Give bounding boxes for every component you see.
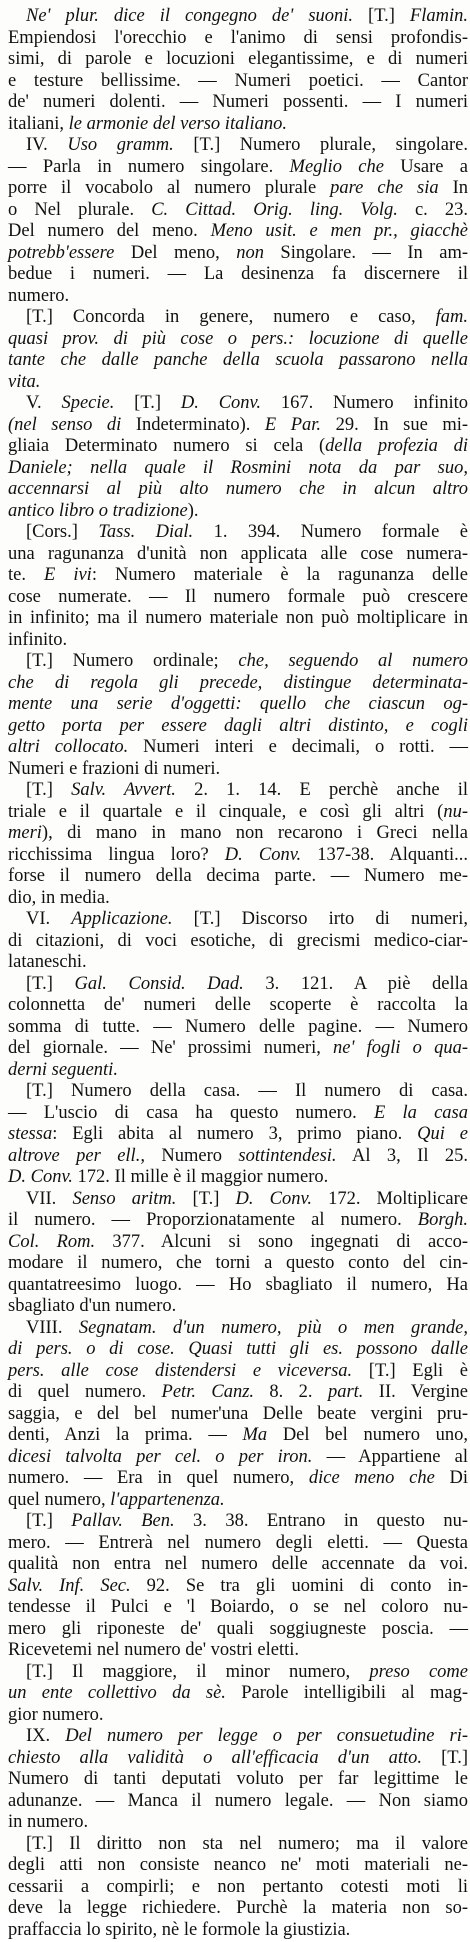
italic-segment: che di regola gli precede, distingue determinata- <box>8 672 468 693</box>
text-line <box>0 133 470 157</box>
italic-segment: della profezia di <box>325 436 468 456</box>
text-segment: [T.] Numero della casa. — Il numero di casa. <box>26 1081 468 1101</box>
text-segment: deve la legge richiedere. Purchè la materia non so- <box>8 1898 468 1918</box>
text-line <box>0 1746 470 1770</box>
text-line <box>0 26 470 50</box>
text-line <box>0 671 470 695</box>
text-line <box>0 993 470 1017</box>
text-segment: cose numerate. — Il numero formale può crescere <box>8 586 468 607</box>
italic-segment: chiesto alla validità o all'efficacia d'un atto. <box>8 1747 422 1768</box>
text-segment: [T.] Numero plurale, singolare. <box>173 135 469 155</box>
text-line <box>0 1230 470 1254</box>
text-segment: [T.] Concorda in genere, numero e caso, <box>26 307 436 327</box>
text-segment: mero gli riponeste de' quali soggiugneste poscia. — <box>8 1618 468 1639</box>
text-line <box>0 1531 470 1555</box>
text-segment: [T.] <box>26 780 72 800</box>
text-line <box>0 1359 470 1383</box>
text-line <box>0 1294 470 1318</box>
text-segment: numero. — Era in quel numero, <box>8 1468 309 1488</box>
text-line <box>0 1810 470 1834</box>
text-segment: 172. Il mille è il maggior numero. <box>72 1167 329 1187</box>
text-segment: numero. <box>8 285 70 306</box>
text-segment: [T.] <box>26 1511 72 1531</box>
italic-segment: altri collocato. <box>8 737 129 757</box>
text-line <box>0 1079 470 1103</box>
text-line <box>0 1509 470 1533</box>
text-line <box>0 1445 470 1469</box>
text-line <box>0 327 470 351</box>
italic-segment: Gal. Consid. Dad. <box>74 973 244 994</box>
italic-segment: (nel senso di <box>8 414 122 435</box>
text-line <box>0 69 470 93</box>
italic-segment: C. Cittad. Orig. ling. Volg. <box>151 199 398 220</box>
italic-segment: Senso aritm. <box>72 1188 177 1209</box>
text-segment: porre il vocabolo al numero plurale <box>8 178 331 198</box>
text-segment: Usare a <box>383 156 468 177</box>
text-line <box>0 47 470 71</box>
italic-segment: preso come <box>369 1661 468 1682</box>
text-line <box>0 1853 470 1877</box>
italic-segment: un ente collettivo da sè. <box>8 1683 226 1703</box>
italic-segment: fam. <box>435 307 468 327</box>
italic-segment: l'appartenenza. <box>110 1489 225 1510</box>
text-segment: ricchissima lingua loro? <box>8 844 225 865</box>
text-segment: [T.] Discorso irto di numeri, <box>172 909 468 929</box>
text-line <box>0 305 470 329</box>
italic-segment: accennarsi al più alto numero che in alcun altro <box>8 479 468 499</box>
text-line <box>0 434 470 458</box>
text-segment: modare il numero, che torni a questo conto del cin- <box>8 1253 468 1273</box>
text-segment: triale e il quartale e il cinquale, e così gli altri ( <box>8 801 444 822</box>
text-line <box>0 477 470 501</box>
text-line <box>0 456 470 480</box>
text-line <box>0 262 470 286</box>
text-segment: [T.] <box>368 6 410 26</box>
text-line <box>0 1036 470 1060</box>
italic-segment: Col. Rom. <box>8 1231 96 1252</box>
text-line <box>0 90 470 114</box>
text-line <box>0 1896 470 1920</box>
text-line <box>0 1574 470 1598</box>
text-segment: [T.] Numero ordinale; <box>26 651 239 671</box>
text-segment: lataneschi. <box>8 952 87 972</box>
italic-segment: pers. alle cose distendersi e viceversa. <box>8 1360 353 1381</box>
text-segment: o Nel plurale. <box>8 199 152 220</box>
text-segment: gliaia Determinato numero si cela ( <box>8 436 326 456</box>
italic-segment: Pallav. Ben. <box>71 1511 175 1531</box>
text-segment: Indeterminato). <box>121 414 265 435</box>
text-segment: — L'uscio di casa ha questo numero. <box>8 1102 374 1123</box>
text-line <box>0 585 470 609</box>
text-line <box>0 1918 470 1942</box>
italic-segment: E Par. <box>264 414 322 435</box>
text-line <box>0 391 470 415</box>
text-segment: quantatreesimo luogo. — Ho sbagliato il numero, Ha <box>8 1274 468 1295</box>
italic-segment: Applicazione. <box>71 909 173 929</box>
text-segment: somma di tutte. — Numero delle pagine. — Numero <box>8 1016 468 1037</box>
italic-segment: dicesi talvolta per cel. o per iron. <box>8 1446 313 1467</box>
text-segment: VII. <box>26 1188 73 1209</box>
text-segment: [T.] <box>176 1188 236 1209</box>
text-segment: te. <box>8 565 44 585</box>
text-line <box>0 1273 470 1297</box>
text-segment: Numero <box>144 1145 239 1166</box>
text-line <box>0 649 470 673</box>
text-segment: [T.] Il maggiore, il minor numero, <box>26 1661 370 1682</box>
italic-segment: Tass. Dial. <box>98 522 194 542</box>
italic-segment: Uso gramm. <box>67 135 174 155</box>
italic-segment: dice meno che <box>308 1468 435 1488</box>
italic-segment: non <box>236 242 264 263</box>
text-segment: V. <box>26 393 62 413</box>
text-segment: 92. Se tra gli uomini di conto in- <box>130 1575 468 1596</box>
text-segment: mero. — Entrerà nel numero degli eletti. — Questa <box>8 1532 468 1553</box>
italic-segment: E ivi <box>44 565 92 585</box>
text-segment: Empiendosi l'orecchio e l'animo di sensi profondis- <box>8 27 468 48</box>
text-line <box>0 542 470 566</box>
text-segment: IX. <box>26 1726 66 1746</box>
text-segment: 3. 121. A piè della <box>243 973 468 994</box>
italic-segment: E la casa <box>373 1102 469 1123</box>
text-line <box>0 520 470 544</box>
text-segment: Numeri e frazioni di numeri. <box>8 758 221 779</box>
text-segment: 167. Numero infinito <box>261 393 468 413</box>
text-line <box>0 284 470 308</box>
text-segment: de' numeri dolenti. — Numeri possenti. — I numeri <box>8 92 468 112</box>
text-line <box>0 370 470 394</box>
text-segment: infinito. <box>8 629 68 650</box>
text-line <box>0 1058 470 1082</box>
italic-segment: Meglio che <box>289 156 384 177</box>
text-segment: Del meno, <box>114 242 237 263</box>
text-line <box>0 1165 470 1189</box>
italic-segment: Petr. Canz. <box>161 1382 255 1402</box>
text-line <box>0 714 470 738</box>
text-segment: 2. 1. 14. E perchè anche il <box>175 780 469 800</box>
text-segment: IV. <box>26 135 68 155</box>
text-segment: [T.] <box>114 393 181 413</box>
text-segment: colonnetta de' numeri delle scoperte è raccolta la <box>8 995 468 1015</box>
text-segment: sbagliato d'un numero. <box>8 1296 177 1316</box>
italic-segment: vita. <box>8 371 41 392</box>
italic-segment: derni seguenti. <box>8 1059 118 1080</box>
text-segment: Del bel numero uno, <box>267 1425 468 1445</box>
text-line <box>0 864 470 888</box>
text-line <box>0 800 470 824</box>
text-segment: 29. In sue mi- <box>321 414 469 435</box>
text-line <box>0 1875 470 1899</box>
italic-segment: sottintendesi. <box>238 1145 337 1166</box>
text-line <box>0 1638 470 1662</box>
text-line <box>0 1380 470 1404</box>
text-line <box>0 1337 470 1361</box>
text-line <box>0 778 470 802</box>
text-line <box>0 1208 470 1232</box>
text-segment: simi, di parole e locuzioni elegantissime, e di numeri <box>8 49 468 69</box>
text-segment: : Numero materiale è la ragunanza delle <box>91 565 468 585</box>
text-line <box>0 348 470 372</box>
text-line <box>0 907 470 931</box>
text-line <box>0 1595 470 1619</box>
text-segment: tendesse il Pulci e 'l Boiardo, o se nel coloro nu- <box>8 1597 468 1617</box>
text-line <box>0 112 470 136</box>
text-line <box>0 606 470 630</box>
text-line <box>0 155 470 179</box>
text-segment: [Cors.] <box>26 522 99 542</box>
text-segment: Ricevetemi nel numero de' vostri eletti. <box>8 1640 300 1660</box>
italic-segment: Qui e <box>417 1124 469 1144</box>
text-segment: quel numero, <box>8 1489 111 1510</box>
text-line <box>0 1488 470 1512</box>
text-segment: Numero di tanti deputati voluto per far legittime le <box>8 1769 468 1789</box>
text-line <box>0 1703 470 1727</box>
text-segment: [T.] Il diritto non sta nel numero; ma il valore <box>26 1833 468 1854</box>
italic-segment: Ma <box>242 1425 268 1445</box>
text-segment: in numero. <box>8 1812 89 1832</box>
text-line <box>0 176 470 200</box>
text-line <box>0 241 470 265</box>
text-segment: VIII. <box>26 1317 79 1338</box>
text-line <box>0 1144 470 1168</box>
text-line <box>0 563 470 587</box>
text-segment: il numero. — Proporzionatamente al numero. <box>8 1210 418 1230</box>
text-segment: bedue i numeri. — La desinenza fa discernere il <box>8 264 468 284</box>
italic-segment: Daniele; nella quale il Rosmini nota da par suo, <box>8 457 468 478</box>
text-segment: [T.] Egli è <box>352 1360 468 1381</box>
italic-segment: Segnatam. d'un numero, più o men grande, <box>78 1317 469 1338</box>
italic-segment: Specie. <box>61 393 115 413</box>
text-line <box>0 499 470 523</box>
text-segment: Di <box>434 1468 469 1488</box>
text-line <box>0 1015 470 1039</box>
text-line <box>0 1832 470 1856</box>
text-segment: cessarii a compirli; e non pertanto cotesti moti li <box>8 1876 468 1897</box>
text-segment: adunanze. — Manca il numero legale. — Non siamo <box>8 1790 468 1811</box>
text-line <box>0 1402 470 1426</box>
italic-segment: altrove per ell., <box>8 1145 145 1166</box>
text-segment: 137-38. Alquanti... <box>301 844 468 865</box>
text-segment: VI. <box>26 909 72 929</box>
text-segment: — Appartiene al <box>312 1446 468 1467</box>
text-segment: ). <box>187 500 199 521</box>
text-line <box>0 1724 470 1748</box>
italic-segment: tante che dalle panche della scuola passarono nella <box>8 350 468 370</box>
text-line <box>0 1681 470 1705</box>
italic-segment: getto porta per essere dagli altri distinto, e cogli <box>8 715 468 736</box>
italic-segment: antico libro o tradizione <box>8 500 188 521</box>
text-line <box>0 219 470 243</box>
text-line <box>0 1316 470 1340</box>
text-segment: qualità non entra nel numero delle accennate da voi. <box>8 1554 468 1574</box>
text-segment: 1. 394. Numero formale è <box>193 522 468 542</box>
italic-segment: D. Conv. <box>224 844 302 865</box>
text-segment: In <box>438 178 468 198</box>
text-segment: II. Vergine <box>363 1382 469 1402</box>
text-line <box>0 929 470 953</box>
text-segment: dio, in media. <box>8 887 110 908</box>
italic-segment: Borgh. <box>417 1210 468 1230</box>
text-line <box>0 1552 470 1576</box>
text-segment: una ragunanza d'unità non applicata alle cose numera- <box>8 543 468 564</box>
text-line <box>0 950 470 974</box>
italic-segment: di pers. o di cose. Quasi tutti gli es. possono dalle <box>8 1339 468 1359</box>
italic-segment: D. Conv. <box>235 1188 312 1209</box>
text-line <box>0 4 470 28</box>
text-segment: [T.] <box>422 1747 468 1768</box>
italic-segment: nu- <box>443 801 468 822</box>
text-segment: denti, Anzi la prima. — <box>8 1425 243 1445</box>
text-segment: [T.] <box>26 973 75 994</box>
text-segment: saggia, e del bel numer'una Delle beate vergini pru- <box>8 1403 468 1424</box>
italic-segment: D. Conv. <box>180 393 262 413</box>
italic-segment: Del numero per legge o per consuetudine ri- <box>65 1726 468 1746</box>
text-segment: degli atti non consiste neanco ne' moti materiali ne- <box>8 1855 468 1875</box>
italic-segment: part. <box>327 1382 364 1402</box>
text-segment: Parole intelligibili al mag- <box>225 1683 468 1703</box>
italic-segment: Salv. Avvert. <box>71 780 176 800</box>
italic-segment: Meno usit. e men pr., giacchè <box>210 221 468 241</box>
text-line <box>0 821 470 845</box>
text-line <box>0 413 470 437</box>
italic-segment: Ne' plur. dice il congegno de' suoni. <box>26 6 369 26</box>
text-line <box>0 692 470 716</box>
text-line <box>0 1187 470 1211</box>
text-line <box>0 198 470 222</box>
italic-segment: Flamin. <box>409 6 468 26</box>
text-segment: ), di mano in mano non recarono i Greci nella <box>41 823 468 843</box>
text-segment: gior numero. <box>8 1704 104 1725</box>
italic-segment: le armonie del verso italiano. <box>68 113 287 134</box>
italic-segment: potrebb'essere <box>8 242 115 263</box>
text-segment: praffaccia lo spirito, nè le formole la giustizia. <box>8 1919 351 1940</box>
italic-segment: meri <box>8 823 42 843</box>
text-segment: 3. 38. Entrano in questo nu- <box>174 1511 469 1531</box>
text-segment: 377. Alcuni si sono ingegnati di acco- <box>95 1231 468 1252</box>
italic-segment: D. Conv. <box>8 1167 73 1187</box>
text-line <box>0 1466 470 1490</box>
text-segment: 172. Moltiplicare <box>311 1188 469 1209</box>
text-line <box>0 972 470 996</box>
text-segment: forse il numero della decima parte. — Numero me- <box>8 866 468 886</box>
text-line <box>0 1767 470 1791</box>
text-segment: e testure bellissime. — Numeri poetici. — Cantor <box>8 70 468 91</box>
text-segment: di quel numero. <box>8 1382 162 1402</box>
italic-segment: stessa <box>8 1124 53 1144</box>
text-segment: Numeri interi e decimali, o rotti. — <box>128 737 468 757</box>
text-line <box>0 1789 470 1813</box>
text-line <box>0 1423 470 1447</box>
text-line <box>0 757 470 781</box>
text-line <box>0 843 470 867</box>
text-segment: Singolare. — In am- <box>263 242 469 263</box>
italic-segment: pare che sia <box>330 178 439 198</box>
text-segment: 8. 2. <box>254 1382 328 1402</box>
text-line <box>0 1251 470 1275</box>
text-segment: c. 23. <box>397 199 468 220</box>
text-segment: : Egli abita al numero 3, primo piano. <box>52 1124 418 1144</box>
italic-segment: mente una serie d'oggetti: quello che ciascun og- <box>8 694 468 714</box>
italic-segment: che, seguendo al numero <box>238 651 468 671</box>
text-line <box>0 1617 470 1641</box>
text-line <box>0 1660 470 1684</box>
text-segment: in infinito; ma il numero materiale non può moltiplicare in <box>8 608 468 628</box>
text-line <box>0 735 470 759</box>
text-segment: — Parla in numero singolare. <box>8 156 290 177</box>
text-segment: italiani, <box>8 113 69 134</box>
text-line <box>0 886 470 910</box>
text-segment: Al 3, Il 25. <box>336 1145 468 1166</box>
text-line <box>0 1101 470 1125</box>
text-line <box>0 1122 470 1146</box>
text-line <box>0 628 470 652</box>
text-segment: di citazioni, di voci esotiche, di grecismi medico-ciar- <box>8 930 468 951</box>
italic-segment: Salv. Inf. Sec. <box>8 1575 131 1596</box>
italic-segment: ne' fogli o qua- <box>333 1038 468 1058</box>
text-segment: del giornale. — Ne' prossimi numeri, <box>8 1038 333 1058</box>
italic-segment: quasi prov. di più cose o pers.: locuzione di quelle <box>8 328 468 349</box>
text-segment: Del numero del meno. <box>8 221 211 241</box>
